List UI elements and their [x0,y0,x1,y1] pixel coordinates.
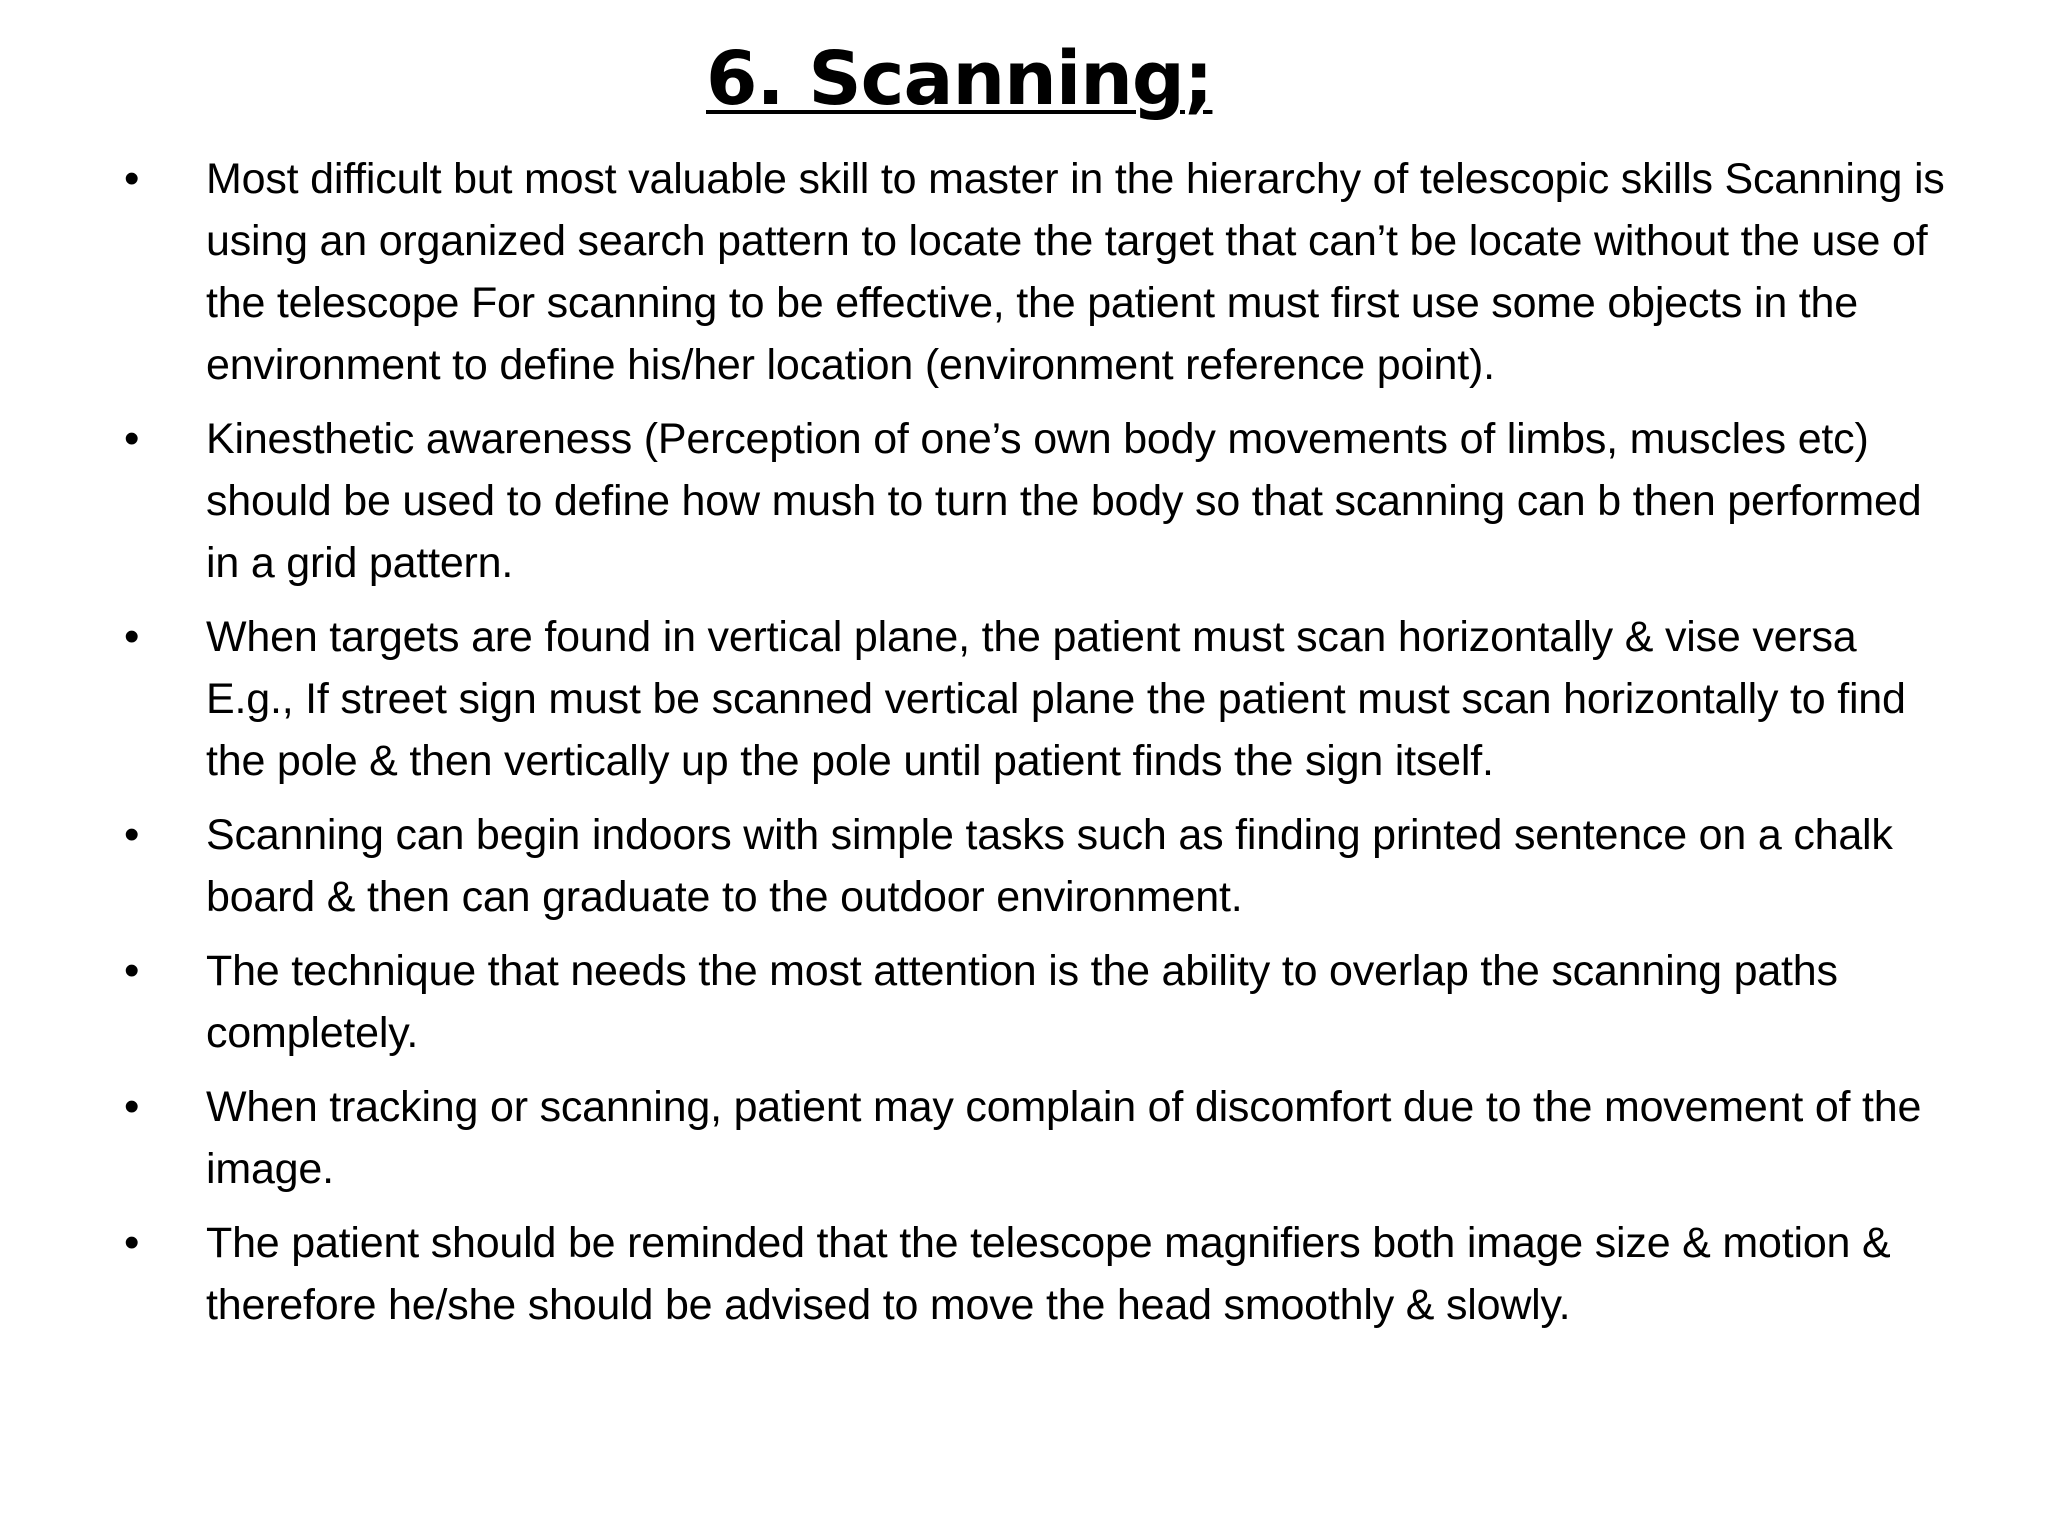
bullet-dot-icon: • [124,414,140,463]
bullet-list [120,148,1950,1348]
bullet-item [120,1212,1950,1336]
bullet-dot-icon: • [124,810,140,859]
bullet-dot-icon: • [124,612,140,661]
bullet-dot-icon: • [124,1218,140,1267]
bullet-text: When targets are found in vertical plane, the patient must scan horizontally & vise versa E.g., If street sign must be scanned vertical plane the patient must scan horizontally to find the pole & then vertically up the pole until patient finds the sign itself. [206,613,1906,785]
bullet-item [120,804,1950,928]
bullet-item [120,148,1950,396]
bullet-text: Kinesthetic awareness (Perception of one’s own body movements of limbs, muscles etc) should be used to define how mush to turn the body so that scanning can b then performed in a grid pattern. [206,415,1922,587]
bullet-dot-icon: • [124,1082,140,1131]
bullet-text: Scanning can begin indoors with simple tasks such as finding printed sentence on a chalk board & then can graduate to the outdoor environment. [206,811,1893,921]
bullet-item [120,606,1950,792]
bullet-text: The patient should be reminded that the telescope magnifiers both image size & motion & therefore he/she should be advised to move the head smoothly & slowly. [206,1219,1891,1329]
bullet-dot-icon: • [124,154,140,203]
bullet-item [120,408,1950,594]
bullet-text: Most difficult but most valuable skill to master in the hierarchy of telescopic skills Scanning is using an organized search pattern to locate the target that can’t be locate without the use of the telescope For scanning to be effective, the patient must first use some objects in the environment to define his/her location (environment reference point). [206,155,1945,389]
bullet-text: When tracking or scanning, patient may complain of discomfort due to the movement of the image. [206,1083,1922,1193]
bullet-text: The technique that needs the most attention is the ability to overlap the scanning paths completely. [206,947,1838,1057]
slide-title: 6. Scanning; [706,36,1213,122]
bullet-item [120,1076,1950,1200]
bullet-item [120,940,1950,1064]
bullet-dot-icon: • [124,946,140,995]
